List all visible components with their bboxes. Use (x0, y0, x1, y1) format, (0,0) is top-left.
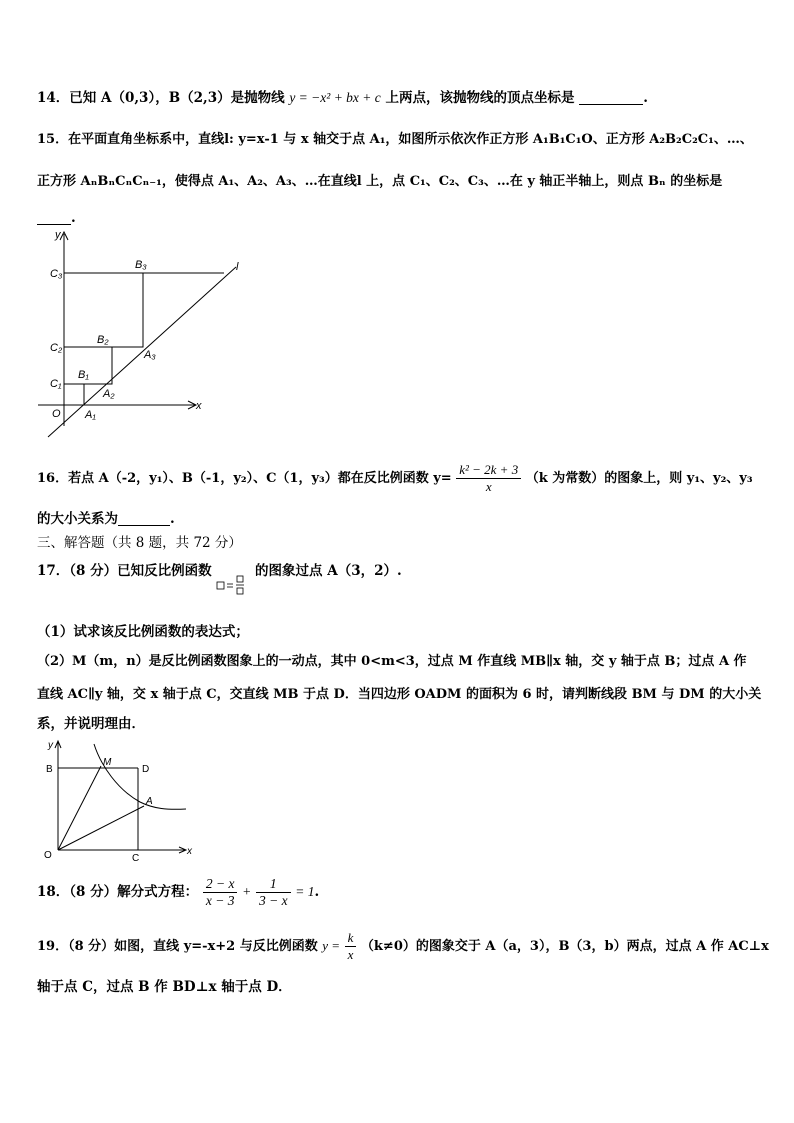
fig15-label-A3: A₃ (144, 349, 156, 361)
fig17-line-OA (58, 806, 144, 850)
q17-sub2-line3: 系，并说明理由． (37, 716, 145, 732)
q16-end: . (170, 511, 175, 527)
question-18 (37, 876, 319, 909)
q16-answer-blank (118, 511, 170, 526)
fig15-label-x: x (196, 400, 202, 412)
question-19 (37, 930, 769, 963)
q17-sub2-line1: （2）M（m，n）是反比例函数图象上的一动点，其中 0<m<3，过点 M 作直线 MB∥x 轴，交 y 轴于点 B；过点 A 作 (37, 654, 747, 669)
fig17-label-C: C (132, 853, 140, 863)
q16-line2-text: 的大小关系为 (37, 511, 118, 527)
question-15-answer (37, 208, 76, 228)
q16-denominator: x (485, 479, 492, 494)
figure-q17 (36, 738, 198, 863)
q14-end: . (643, 90, 648, 106)
q14-formula: y = −x² + bx + c (289, 90, 381, 105)
fig15-label-C2: C₂ (50, 342, 63, 354)
fig17-label-M: M (103, 757, 112, 768)
fig15-label-l: l (236, 261, 239, 273)
question-19-line2: 轴于点 C，过点 B 作 BD⊥x 轴于点 D． (37, 979, 292, 995)
q18-f2-denominator: 3 − x (258, 893, 288, 908)
q18-f1-denominator: x − 3 (205, 893, 235, 908)
fig17-label-A: A (146, 796, 153, 807)
q14-text-a: 14．已知 A（0,3），B（2,3）是抛物线 (37, 90, 285, 106)
question-16-line2 (37, 509, 175, 529)
fig15-label-C1: C₁ (50, 378, 62, 390)
fig17-label-x: x (187, 846, 192, 857)
fig15-square-1 (64, 384, 84, 405)
fig15-line-l (48, 267, 236, 437)
q19-text-a: 19．（8 分）如图，直线 y=-x+2 与反比例函数 (37, 939, 318, 954)
q19-numerator: k (345, 930, 357, 947)
q19-fraction (345, 930, 357, 963)
question-14 (37, 88, 648, 108)
q14-text-b: 上两点，该抛物线的顶点坐标是 (385, 90, 575, 106)
q18-fraction-1 (203, 876, 238, 909)
fig17-label-O: O (44, 850, 52, 861)
fig17-line-OM (58, 766, 101, 850)
q18-f2-numerator: 1 (256, 876, 291, 893)
fig15-label-B3: B₃ (135, 259, 147, 271)
fig15-label-A2: A₂ (103, 388, 115, 400)
figure-q15 (36, 226, 246, 441)
question-17 (37, 561, 402, 585)
fig15-label-y: y (55, 229, 61, 241)
question-16 (37, 462, 753, 495)
fig17-label-B: B (46, 764, 53, 775)
q17-text-b: 的图象过点 A（3，2）. (255, 563, 402, 579)
q16-numerator: k² − 2k + 3 (456, 462, 521, 479)
fig15-label-B1: B₁ (78, 369, 89, 381)
q18-plus: + (242, 884, 252, 899)
q17-formula-placeholder (216, 565, 250, 585)
q15-end: . (71, 210, 76, 226)
question-15-line2: 正方形 AₙBₙCₙCₙ₋₁，使得点 A₁、A₂、A₃、…在直线l 上，点 C₁、C₂、C₃、…在 y 轴正半轴上，则点 Bₙ 的坐标是 (37, 174, 723, 189)
q15-answer-blank (37, 210, 71, 225)
q17-text-a: 17．（8 分）已知反比例函数 (37, 563, 212, 579)
fig17-label-y: y (48, 740, 53, 751)
q18-text-a: 18．（8 分）解分式方程： (37, 884, 199, 900)
q16-text-b: （k 为常数）的图象上，则 y₁、y₂、y₃ (525, 471, 753, 486)
q17-sub2-line2: 直线 AC∥y 轴，交 x 轴于点 C，交直线 MB 于点 D．当四边形 OADM 的面积为 6 时，请判断线段 BM 与 DM 的大小关 (37, 687, 762, 702)
q14-answer-blank (579, 90, 643, 105)
q16-text-a: 16．若点 A（-2，y₁）、B（-1，y₂）、C（1，y₃）都在反比例函数 y= (37, 471, 452, 486)
fig15-label-B2: B₂ (97, 334, 109, 346)
q16-fraction (456, 462, 521, 495)
fig17-hyperbola (94, 744, 186, 809)
question-15-line1: 15．在平面直角坐标系中，直线l: y=x-1 与 x 轴交于点 A₁，如图所示依次作正方形 A₁B₁C₁O、正方形 A₂B₂C₂C₁、…、 (37, 132, 753, 147)
fig17-label-D: D (142, 764, 150, 775)
q19-denominator: x (347, 947, 354, 962)
q19-lhs: y = (322, 938, 341, 953)
fig15-label-C3: C₃ (50, 268, 63, 280)
fig15-label-A1: A₁ (85, 409, 96, 421)
section-3-heading: 三、解答题（共 8 题，共 72 分） (37, 535, 242, 551)
q18-end: . (314, 884, 320, 900)
q17-sub1: （1）试求该反比例函数的表达式； (37, 624, 249, 640)
q18-f1-numerator: 2 − x (203, 876, 238, 893)
q19-text-b: （k≠0）的图象交于 A（a，3），B（3，b）两点，过点 A 作 AC⊥x (360, 939, 769, 954)
q18-equals: = 1 (295, 884, 315, 899)
q18-fraction-2 (256, 876, 291, 909)
fig15-label-O: O (52, 408, 61, 420)
